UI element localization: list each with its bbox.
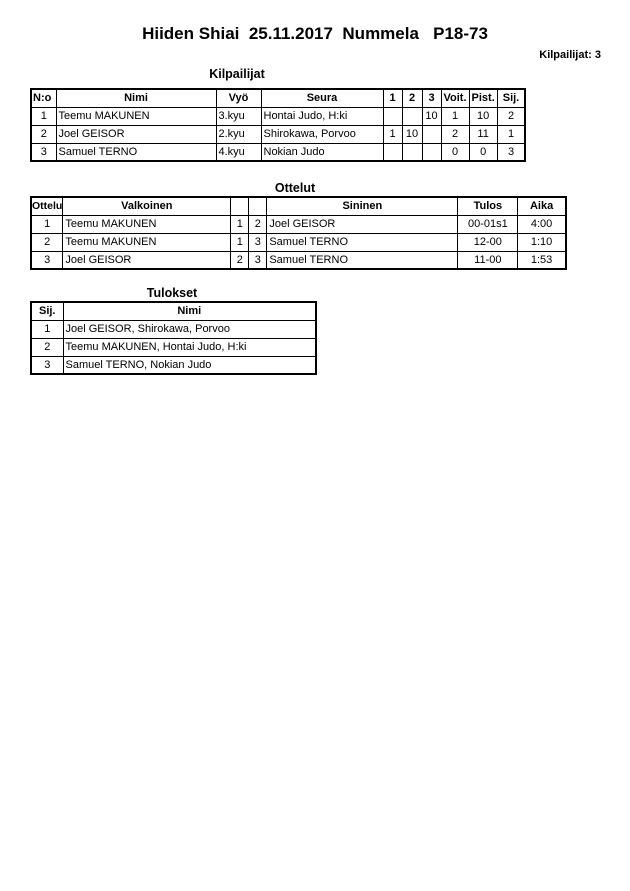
cell-no: 1 [31, 107, 56, 125]
cell-belt: 3.kyu [216, 107, 261, 125]
cell-opp1: 1 [383, 125, 402, 143]
cell-no: 2 [31, 125, 56, 143]
cell-blue-no: 2 [249, 215, 267, 233]
cell-opp3 [422, 125, 441, 143]
match-row [31, 251, 566, 269]
cell-name: Joel GEISOR [56, 125, 216, 143]
cell-belt: 4.kyu [216, 143, 261, 161]
header-white-no [231, 197, 249, 215]
cell-opp3: 10 [422, 107, 441, 125]
header-opp1: 1 [383, 89, 402, 107]
header-no: N:o [31, 89, 56, 107]
results-heading: Tulokset [146, 286, 198, 300]
results-header-row [31, 302, 316, 320]
cell-opp2: 10 [402, 125, 422, 143]
competitors-table [30, 88, 526, 162]
cell-place: 2 [497, 107, 525, 125]
header-name: Nimi [63, 302, 316, 320]
header-place: Sij. [31, 302, 63, 320]
matches-table [30, 196, 567, 270]
cell-name: Teemu MAKUNEN [56, 107, 216, 125]
matches-header-row [31, 197, 566, 215]
cell-opp2 [402, 143, 422, 161]
cell-white-no: 1 [231, 233, 249, 251]
page-title: Hiiden Shiai 25.11.2017 Nummela P18-73 [142, 24, 488, 43]
cell-match-no: 3 [31, 251, 63, 269]
cell-wins: 2 [441, 125, 469, 143]
header-match-no: Ottelu [31, 197, 63, 215]
cell-place: 3 [31, 356, 63, 374]
cell-wins: 1 [441, 107, 469, 125]
cell-place: 2 [31, 338, 63, 356]
cell-competitor: Joel GEISOR, Shirokawa, Porvoo [63, 320, 316, 338]
competitor-row [31, 125, 525, 143]
header-result: Tulos [458, 197, 518, 215]
competitors-header-row [31, 89, 525, 107]
cell-match-no: 1 [31, 215, 63, 233]
cell-blue-no: 3 [249, 251, 267, 269]
cell-result: 12-00 [458, 233, 518, 251]
cell-time: 1:53 [518, 251, 566, 269]
header-place: Sij. [497, 89, 525, 107]
header-club: Seura [261, 89, 383, 107]
result-row [31, 320, 316, 338]
cell-wins: 0 [441, 143, 469, 161]
cell-place: 3 [497, 143, 525, 161]
cell-white-name: Joel GEISOR [63, 251, 231, 269]
results-table [30, 301, 317, 375]
header-time: Aika [518, 197, 566, 215]
matches-heading: Ottelut [274, 181, 316, 195]
participants-count: Kilpailijat: 3 [539, 49, 601, 61]
cell-points: 11 [469, 125, 497, 143]
competitor-row [31, 107, 525, 125]
header-belt: Vyö [216, 89, 261, 107]
cell-competitor: Samuel TERNO, Nokian Judo [63, 356, 316, 374]
cell-opp1 [383, 143, 402, 161]
cell-opp1 [383, 107, 402, 125]
cell-white-name: Teemu MAKUNEN [63, 215, 231, 233]
header-blue: Sininen [267, 197, 458, 215]
cell-result: 00-01s1 [458, 215, 518, 233]
header-opp3: 3 [422, 89, 441, 107]
header-name: Nimi [56, 89, 216, 107]
cell-place: 1 [497, 125, 525, 143]
cell-belt: 2.kyu [216, 125, 261, 143]
cell-points: 10 [469, 107, 497, 125]
cell-blue-name: Samuel TERNO [267, 233, 458, 251]
cell-match-no: 2 [31, 233, 63, 251]
cell-opp3 [422, 143, 441, 161]
header-wins: Voit. [441, 89, 469, 107]
cell-blue-name: Samuel TERNO [267, 251, 458, 269]
competitor-row [31, 143, 525, 161]
cell-blue-name: Joel GEISOR [267, 215, 458, 233]
header-blue-no [249, 197, 267, 215]
cell-white-no: 1 [231, 215, 249, 233]
cell-club: Nokian Judo [261, 143, 383, 161]
cell-time: 4:00 [518, 215, 566, 233]
header-white: Valkoinen [63, 197, 231, 215]
cell-blue-no: 3 [249, 233, 267, 251]
cell-name: Samuel TERNO [56, 143, 216, 161]
cell-opp2 [402, 107, 422, 125]
cell-result: 11-00 [458, 251, 518, 269]
result-row [31, 338, 316, 356]
match-row [31, 233, 566, 251]
competitors-heading: Kilpailijat [209, 67, 265, 81]
result-row [31, 356, 316, 374]
cell-white-name: Teemu MAKUNEN [63, 233, 231, 251]
cell-points: 0 [469, 143, 497, 161]
cell-white-no: 2 [231, 251, 249, 269]
cell-competitor: Teemu MAKUNEN, Hontai Judo, H:ki [63, 338, 316, 356]
match-row [31, 215, 566, 233]
cell-club: Hontai Judo, H:ki [261, 107, 383, 125]
cell-no: 3 [31, 143, 56, 161]
header-points: Pist. [469, 89, 497, 107]
cell-club: Shirokawa, Porvoo [261, 125, 383, 143]
cell-place: 1 [31, 320, 63, 338]
header-opp2: 2 [402, 89, 422, 107]
cell-time: 1:10 [518, 233, 566, 251]
